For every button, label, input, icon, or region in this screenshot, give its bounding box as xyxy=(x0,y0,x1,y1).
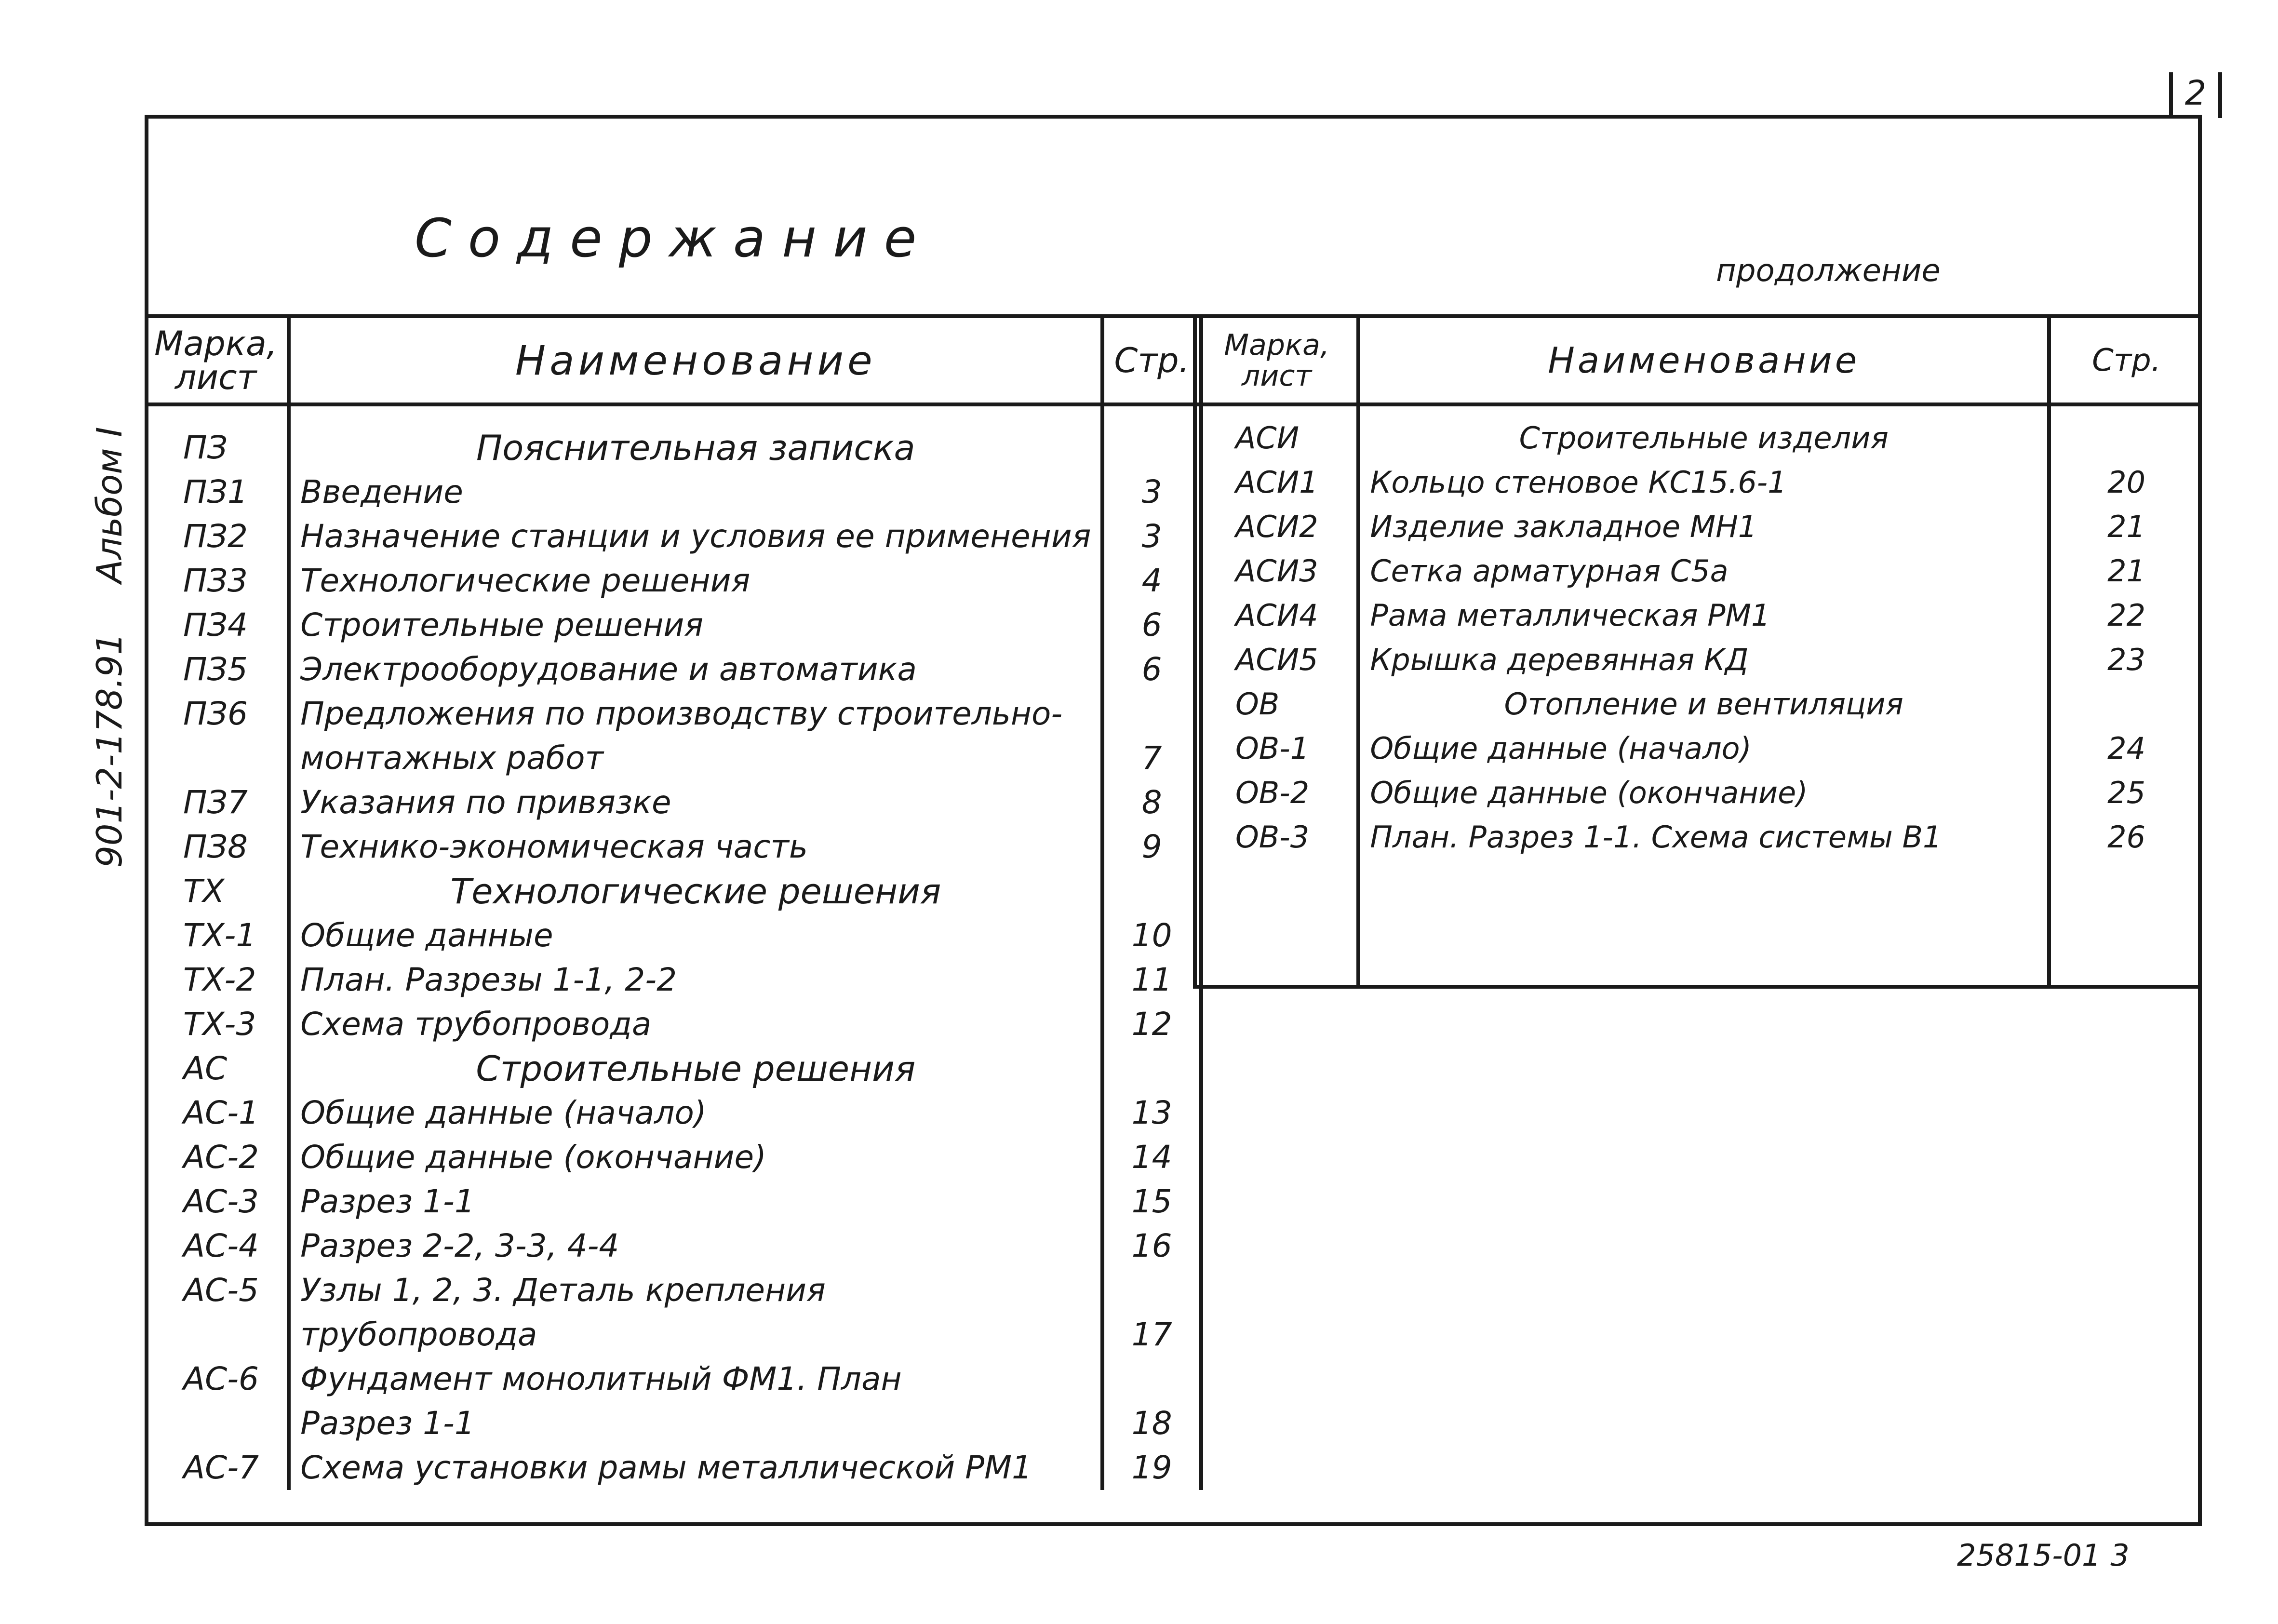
page-cell xyxy=(1102,1268,1201,1313)
section-title: Строительные изделия xyxy=(1358,404,2049,460)
mark-cell: ТХ-3 xyxy=(145,1002,289,1047)
page-title: Содержание xyxy=(415,207,933,269)
section-title: Отопление и вентиляция xyxy=(1358,682,2049,726)
page-cell: 3 xyxy=(1141,473,1162,510)
table-row xyxy=(1195,593,2202,638)
table-row xyxy=(1195,638,2202,682)
mark-cell: АСИ2 xyxy=(1195,505,1358,549)
mark-column-header: Марка, лист xyxy=(145,316,289,404)
sheet-number: 2 xyxy=(2184,73,2207,113)
name-cell: Изделие закладное МН1 xyxy=(1358,505,2049,549)
mark-cell: ОВ-3 xyxy=(1195,815,1358,859)
name-cell: трубопровода xyxy=(289,1313,1102,1357)
empty-cell xyxy=(1195,859,1358,987)
mark-cell: АС-7 xyxy=(145,1446,289,1490)
mark-cell: ТХ-1 xyxy=(145,913,289,958)
name-cell: Разрез 2-2, 3-3, 4-4 xyxy=(289,1224,1102,1268)
page-cell: 15 xyxy=(1131,1183,1172,1220)
name-cell: Общие данные (начало) xyxy=(289,1091,1102,1135)
page-cell: 10 xyxy=(1131,917,1172,954)
mark-cell: ТХ xyxy=(145,869,289,913)
mark-column-header: Марка, лист xyxy=(1195,316,1358,404)
table-row xyxy=(145,1313,1201,1357)
table-row xyxy=(1195,460,2202,505)
table-row xyxy=(1195,726,2202,771)
page-cell xyxy=(1102,404,1201,470)
name-cell: Электрооборудование и автоматика xyxy=(289,647,1102,692)
table-row xyxy=(145,647,1201,692)
name-cell: Введение xyxy=(289,470,1102,514)
album-label: Альбом I xyxy=(89,427,130,583)
empty-cell xyxy=(1358,859,2049,987)
table-row xyxy=(145,559,1201,603)
mark-cell: АСИ4 xyxy=(1195,593,1358,638)
table-row xyxy=(145,1268,1201,1313)
page-cell: 12 xyxy=(1131,1006,1172,1043)
page-cell xyxy=(1102,692,1201,736)
mark-cell: ПЗ1 xyxy=(145,470,289,514)
page-cell xyxy=(2049,682,2202,726)
document-code: 901-2-178.91 xyxy=(89,632,130,868)
page-cell xyxy=(1102,1047,1201,1091)
mark-cell: ОВ-1 xyxy=(1195,726,1358,771)
page-cell: 17 xyxy=(1131,1316,1172,1353)
page-cell: 6 xyxy=(1141,651,1162,688)
name-cell: Общие данные (окончание) xyxy=(289,1135,1102,1180)
name-cell: План. Разрезы 1-1, 2-2 xyxy=(289,958,1102,1002)
table-row xyxy=(145,603,1201,647)
table-row xyxy=(1195,815,2202,859)
table-row xyxy=(145,1091,1201,1135)
mark-cell: АС xyxy=(145,1047,289,1091)
name-cell: План. Разрез 1-1. Схема системы В1 xyxy=(1358,815,2049,859)
table-row xyxy=(145,514,1201,559)
page-cell: 6 xyxy=(1141,606,1162,644)
mark-cell: АСИ5 xyxy=(1195,638,1358,682)
name-cell: монтажных работ xyxy=(289,736,1102,780)
page-cell xyxy=(1102,1357,1201,1401)
mark-cell xyxy=(145,1313,289,1357)
mark-cell: АС-4 xyxy=(145,1224,289,1268)
mark-cell: ПЗ3 xyxy=(145,559,289,603)
mark-cell: ПЗ7 xyxy=(145,780,289,825)
name-cell: Общие данные xyxy=(289,913,1102,958)
section-row xyxy=(1195,404,2202,460)
page-cell: 21 xyxy=(2107,553,2146,589)
name-column-header: Наименование xyxy=(289,316,1102,404)
section-row xyxy=(145,404,1201,470)
table-row xyxy=(145,692,1201,736)
mark-cell: ПЗ5 xyxy=(145,647,289,692)
page-cell: 9 xyxy=(1141,828,1162,865)
name-cell: Строительные решения xyxy=(289,603,1102,647)
mark-cell xyxy=(145,1401,289,1446)
page-cell: 26 xyxy=(2107,819,2146,855)
section-title: Технологические решения xyxy=(289,869,1102,913)
name-column-header: Наименование xyxy=(1358,316,2049,404)
mark-cell: АСИ1 xyxy=(1195,460,1358,505)
section-row xyxy=(1195,682,2202,726)
name-cell: Узлы 1, 2, 3. Деталь крепления xyxy=(289,1268,1102,1313)
contents-rows-left xyxy=(145,404,1201,1490)
page-cell: 20 xyxy=(2107,465,2146,500)
table-row xyxy=(145,913,1201,958)
page-cell: 7 xyxy=(1141,739,1162,777)
page-column-header: Стр. xyxy=(2049,316,2202,404)
page-cell: 21 xyxy=(2107,509,2146,544)
page-cell: 24 xyxy=(2107,731,2146,766)
name-cell: Назначение станции и условия ее применения xyxy=(289,514,1102,559)
name-cell: Общие данные (начало) xyxy=(1358,726,2049,771)
section-title: Строительные решения xyxy=(289,1047,1102,1091)
contents-table-right xyxy=(1193,314,2202,989)
contents-rows-right xyxy=(1195,404,2202,987)
name-cell: Кольцо стеновое КС15.6-1 xyxy=(1358,460,2049,505)
name-cell: Схема установки рамы металлической РМ1 xyxy=(289,1446,1102,1490)
mark-cell: ТХ-2 xyxy=(145,958,289,1002)
page-cell: 18 xyxy=(1131,1405,1172,1442)
page-cell: 25 xyxy=(2107,775,2146,810)
page-cell: 4 xyxy=(1141,562,1162,599)
table-header-row xyxy=(145,316,1201,404)
page-cell: 22 xyxy=(2107,598,2146,633)
name-cell: Рама металлическая РМ1 xyxy=(1358,593,2049,638)
name-cell: Общие данные (окончание) xyxy=(1358,771,2049,815)
page-cell: 19 xyxy=(1131,1449,1172,1486)
name-cell: Крышка деревянная КД xyxy=(1358,638,2049,682)
table-row xyxy=(145,1180,1201,1224)
mark-cell: ПЗ2 xyxy=(145,514,289,559)
mark-cell: ПЗ8 xyxy=(145,825,289,869)
mark-cell: АСИ3 xyxy=(1195,549,1358,593)
mark-cell: АС-5 xyxy=(145,1268,289,1313)
name-cell: Указания по привязке xyxy=(289,780,1102,825)
mark-cell: ПЗ6 xyxy=(145,692,289,736)
page-cell xyxy=(2049,404,2202,460)
continuation-label: продолжение xyxy=(1716,253,1941,289)
table-row xyxy=(145,470,1201,514)
page-column-header: Стр. xyxy=(1102,316,1201,404)
page-cell: 8 xyxy=(1141,784,1162,821)
section-title: Пояснительная записка xyxy=(289,404,1102,470)
name-cell: Предложения по производству строительно- xyxy=(289,692,1102,736)
page-cell: 3 xyxy=(1141,518,1162,555)
mark-cell xyxy=(145,736,289,780)
page-cell: 23 xyxy=(2107,642,2146,677)
mark-cell: ПЗ4 xyxy=(145,603,289,647)
table-row xyxy=(145,736,1201,780)
page-cell xyxy=(1102,869,1201,913)
name-cell: Фундамент монолитный ФМ1. План xyxy=(289,1357,1102,1401)
name-cell: Разрез 1-1 xyxy=(289,1401,1102,1446)
mark-cell: АС-1 xyxy=(145,1091,289,1135)
archive-stamp: 25815-01 3 xyxy=(1957,1538,2130,1573)
table-row xyxy=(145,958,1201,1002)
table-row xyxy=(145,1002,1201,1047)
table-row xyxy=(145,1446,1201,1490)
mark-cell: АС-3 xyxy=(145,1180,289,1224)
page-cell: 13 xyxy=(1131,1094,1172,1131)
table-row xyxy=(1195,505,2202,549)
table-row xyxy=(145,1357,1201,1401)
empty-cell xyxy=(2049,859,2202,987)
mark-cell: ОВ xyxy=(1195,682,1358,726)
mark-cell: АС-6 xyxy=(145,1357,289,1401)
name-cell: Сетка арматурная С5а xyxy=(1358,549,2049,593)
table-row xyxy=(145,825,1201,869)
contents-table-left xyxy=(145,314,1203,1490)
name-cell: Технико-экономическая часть xyxy=(289,825,1102,869)
table-row xyxy=(1195,771,2202,815)
section-row xyxy=(145,1047,1201,1091)
table-row xyxy=(145,1401,1201,1446)
name-cell: Технологические решения xyxy=(289,559,1102,603)
page-cell: 11 xyxy=(1131,961,1172,998)
table-header-row xyxy=(1195,316,2202,404)
page-cell: 14 xyxy=(1131,1139,1172,1176)
mark-cell: ПЗ xyxy=(145,404,289,470)
page-cell: 16 xyxy=(1131,1227,1172,1264)
table-row xyxy=(1195,549,2202,593)
name-cell: Схема трубопровода xyxy=(289,1002,1102,1047)
table-row xyxy=(145,1135,1201,1180)
table-row xyxy=(145,1224,1201,1268)
mark-cell: ОВ-2 xyxy=(1195,771,1358,815)
empty-row xyxy=(1195,859,2202,987)
table-row xyxy=(145,780,1201,825)
mark-cell: АС-2 xyxy=(145,1135,289,1180)
section-row xyxy=(145,869,1201,913)
name-cell: Разрез 1-1 xyxy=(289,1180,1102,1224)
mark-cell: АСИ xyxy=(1195,404,1358,460)
